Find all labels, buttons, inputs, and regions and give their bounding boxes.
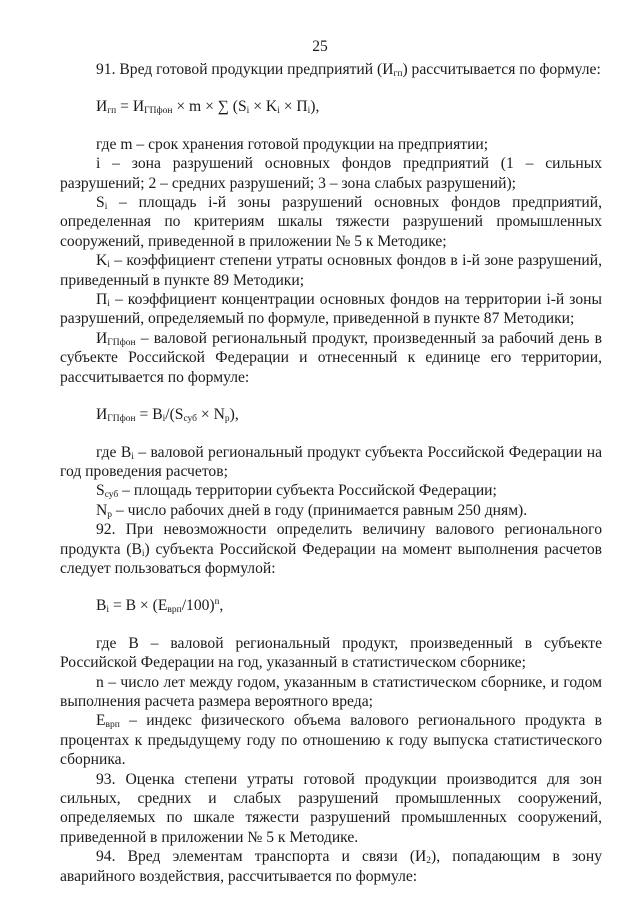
definition-pi: $П_i$ – коэффициент концентрации основных фондов на территории i-й зоны разрушений, определяемый по формуле, приведенной в пункте 87 Методики; — [60, 291, 602, 328]
paragraph-94: 94. Вред элементам транспорта и связи $(И_2)$, попадающим в зону аварийного воздействия, рассчитывается по формуле: — [60, 848, 602, 885]
definition-bi: где $B_i$ – валовой региональный продукт субъекта Российской Федерации на год проведения расчетов; — [60, 443, 602, 480]
paragraph-92: 92. При невозможности определить величину валового регионального продукта $(B_i)$ субъекта Российской Федерации на момент выполнения расчетов следует пользоваться формулой: — [60, 521, 602, 577]
paragraph-93: 93. Оценка степени утраты готовой продукции производится для зон сильных, средних и слабых разрушений промышленных сооружений, определяемых по шкале тяжести разрушений промышленных сооружений, приведенной в приложении № 5 к Методике. — [60, 770, 602, 846]
formula-igpfon: $И_{ГПфон} = B_i/(S_{суб} \times N_p)$, — [96, 406, 239, 425]
definition-m: где m – срок хранения готовой продукции на предприятии; — [96, 135, 489, 153]
page-number: 25 — [312, 38, 328, 55]
formula-bi: $B_i = B \times (E_{врп}/100)^n$, — [96, 597, 224, 616]
definition-ki: $K_i$ – коэффициент степени утраты основных фондов в i-й зоне разрушений, приведенный в пункте 89 Методики; — [60, 252, 602, 289]
definition-ssub: $S_{суб}$ – площадь территории субъекта Российской Федерации; — [96, 482, 497, 501]
document-body — [60, 60, 602, 886]
definition-evrp: $E_{врп}$ – индекс физического объема валового регионального продукта в процентах к предыдущему году по отношению к году выпуска статистического сборника. — [60, 712, 602, 769]
definition-igpfon: $И_{ГПфон}$ – валовой региональный продукт, произведенный за рабочий день в субъекте Российской Федерации и отнесенный к единице его территории, рассчитывается по формуле: — [60, 329, 602, 386]
definition-n: n – число лет между годом, указанным в статистическом сборнике, и годом выполнения расчета размера вероятного вреда; — [60, 673, 602, 710]
formula-damage-finished-products: $И_{гп} = И_{ГПфон} \times m$ × ∑ $(S_i \times K_i \times П_i)$, — [96, 98, 320, 117]
definition-si: $S_i$ – площадь i-й зоны разрушений основных фондов предприятий, определенная по критериям шкалы тяжести разрушений промышленных сооружений, приведенной в приложении № 5 к Методике; — [60, 194, 602, 250]
definition-np: $N_p$ – число рабочих дней в году (принимается равным 250 дням). — [96, 501, 528, 520]
paragraph-91: 91. Вред готовой продукции предприятий $(И_{гп})$ рассчитывается по формуле: — [96, 61, 601, 79]
definition-i: i – зона разрушений основных фондов предприятий (1 – сильных разрушений; 2 – средних разрушений; 3 – зона слабых разрушений); — [60, 155, 602, 192]
definition-b: где B – валовой региональный продукт, произведенный в субъекте Российской Федерации на год, указанный в статистическом сборнике; — [60, 634, 602, 672]
